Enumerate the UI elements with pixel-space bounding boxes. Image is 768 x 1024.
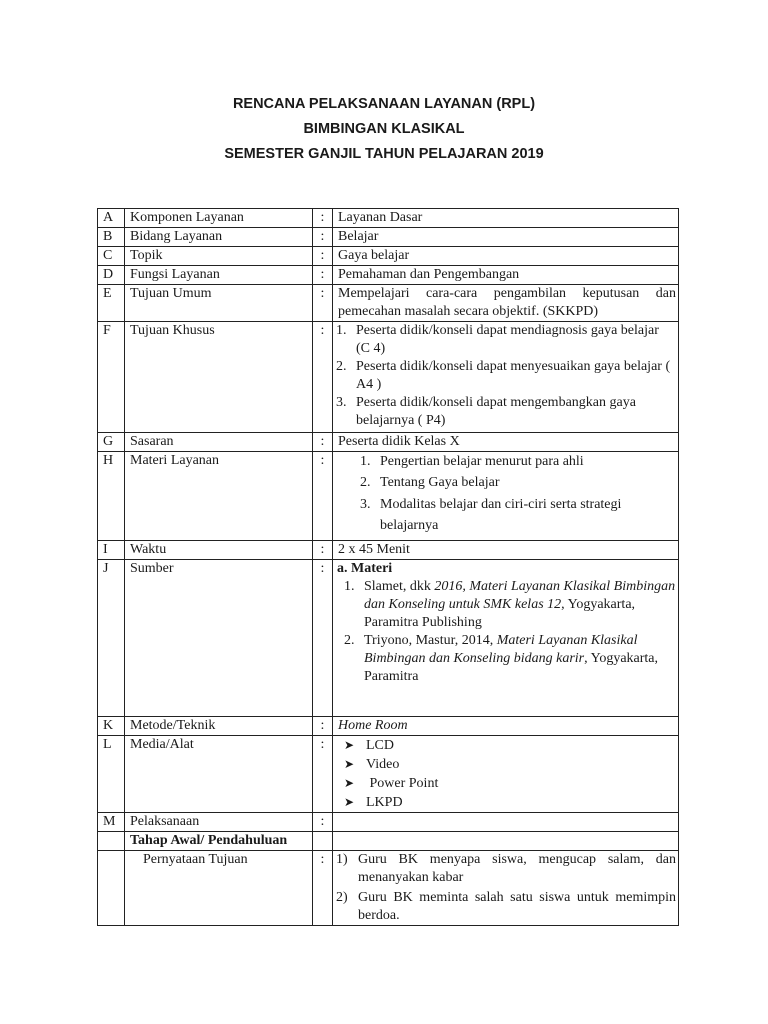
row-colon: : [313,717,333,736]
arrow-bullet-icon: ➤ [344,738,355,752]
list-item: ➤ Video [344,757,400,772]
row-label: Tahap Awal/ Pendahuluan [125,832,313,851]
row-value: Pemahaman dan Pengembangan [333,266,679,285]
row-colon: : [313,247,333,266]
row-label: Media/Alat [125,736,313,813]
row-metode-teknik [98,717,679,736]
list-item: 1. Slamet, dkk 2016, Materi Layanan Klasikal Bimbingan dan Konseling untuk SMK kelas 12, Yogyakarta, Paramitra Publishing [344,579,676,630]
list-item: 2. Peserta didik/konseli dapat menyesuaikan gaya belajar ( A4 ) [336,359,671,392]
row-value [333,851,679,926]
row-value [333,813,679,832]
row-letter: M [98,813,125,832]
materi-list [338,452,676,536]
row-sasaran [98,433,679,452]
row-colon: : [313,813,333,832]
rpl-table [97,208,679,926]
document-header [0,92,768,167]
row-label: Pelaksanaan [125,813,313,832]
arrow-bullet-icon: ➤ [344,795,355,809]
row-colon: : [313,433,333,452]
row-value [333,560,679,717]
row-label: Sumber [125,560,313,717]
row-colon: : [313,322,333,433]
row-colon [313,832,333,851]
row-tahap-awal [98,832,679,851]
title-semester: SEMESTER GANJIL TAHUN PELAJARAN 2019 [224,146,544,162]
row-letter [98,851,125,926]
row-value: Home Room [333,717,679,736]
row-value: Peserta didik Kelas X [333,433,679,452]
tujuan-khusus-list [336,322,676,429]
row-label: Tujuan Umum [125,285,313,322]
row-value: 2 x 45 Menit [333,541,679,560]
row-colon: : [313,285,333,322]
row-letter: I [98,541,125,560]
row-label: Topik [125,247,313,266]
list-item: 1) Guru BK menyapa siswa, mengucap salam, dan menanyakan kabar [336,852,676,885]
list-item: 3. Peserta didik/konseli dapat mengembangkan gaya belajarnya ( P4) [336,395,636,428]
row-label: Metode/Teknik [125,717,313,736]
row-materi-layanan [98,452,679,541]
row-fungsi-layanan [98,266,679,285]
row-letter: A [98,209,125,228]
row-colon: : [313,452,333,541]
row-letter: D [98,266,125,285]
row-letter: F [98,322,125,433]
row-value: Belajar [333,228,679,247]
row-sumber [98,560,679,717]
row-topik [98,247,679,266]
row-label: Tujuan Khusus [125,322,313,433]
row-media-alat [98,736,679,813]
list-item: 1. Pengertian belajar menurut para ahli [360,454,584,469]
row-waktu [98,541,679,560]
arrow-bullet-icon: ➤ [344,757,355,771]
list-item: 3. Modalitas belajar dan ciri-ciri serta strategi belajarnya [360,497,622,533]
row-tujuan-khusus [98,322,679,433]
list-item: 2) Guru BK meminta salah satu siswa untuk memimpin berdoa. [336,890,676,923]
row-pernyataan-tujuan [98,851,679,926]
row-label: Fungsi Layanan [125,266,313,285]
row-letter: H [98,452,125,541]
row-letter: K [98,717,125,736]
row-colon: : [313,266,333,285]
list-item: ➤ LKPD [344,795,403,810]
row-colon: : [313,736,333,813]
list-item: ➤ LCD [344,738,394,753]
media-list [338,736,676,812]
title-rpl: RENCANA PELAKSANAAN LAYANAN (RPL) [232,96,536,112]
list-item: 2. Tentang Gaya belajar [360,475,500,490]
row-letter: L [98,736,125,813]
row-colon: : [313,541,333,560]
row-komponen-layanan [98,209,679,228]
row-value [333,322,679,433]
row-value: Layanan Dasar [333,209,679,228]
row-value: Gaya belajar [333,247,679,266]
list-item: 1. Peserta didik/konseli dapat mendiagnosis gaya belajar (C 4) [336,323,659,356]
row-label: Komponen Layanan [125,209,313,228]
row-value [333,452,679,541]
row-letter: C [98,247,125,266]
row-letter [98,832,125,851]
pernyataan-list [336,851,676,925]
row-label: Bidang Layanan [125,228,313,247]
row-tujuan-umum [98,285,679,322]
row-label: Pernyataan Tujuan [125,851,313,926]
list-item: 2. Triyono, Mastur, 2014, Materi Layanan Klasikal Bimbingan dan Konseling bidang karir, Yogyakarta, Paramitra [344,633,659,684]
list-item: ➤ Power Point [344,776,439,791]
row-letter: E [98,285,125,322]
row-pelaksanaan [98,813,679,832]
row-colon: : [313,560,333,717]
row-bidang-layanan [98,228,679,247]
title-bimbingan: BIMBINGAN KLASIKAL [303,121,465,137]
row-colon: : [313,228,333,247]
row-letter: B [98,228,125,247]
sumber-list [344,578,676,686]
row-label: Waktu [125,541,313,560]
row-letter: J [98,560,125,717]
row-label: Materi Layanan [125,452,313,541]
row-colon: : [313,851,333,926]
row-value [333,736,679,813]
row-colon: : [313,209,333,228]
row-value: Mempelajari cara-cara pengambilan keputusan dan pemecahan masalah secara objektif. (SKKPD) [333,285,679,322]
row-letter: G [98,433,125,452]
sumber-heading: a. Materi [337,561,393,576]
row-label: Sasaran [125,433,313,452]
arrow-bullet-icon: ➤ [344,776,355,790]
row-value [333,832,679,851]
